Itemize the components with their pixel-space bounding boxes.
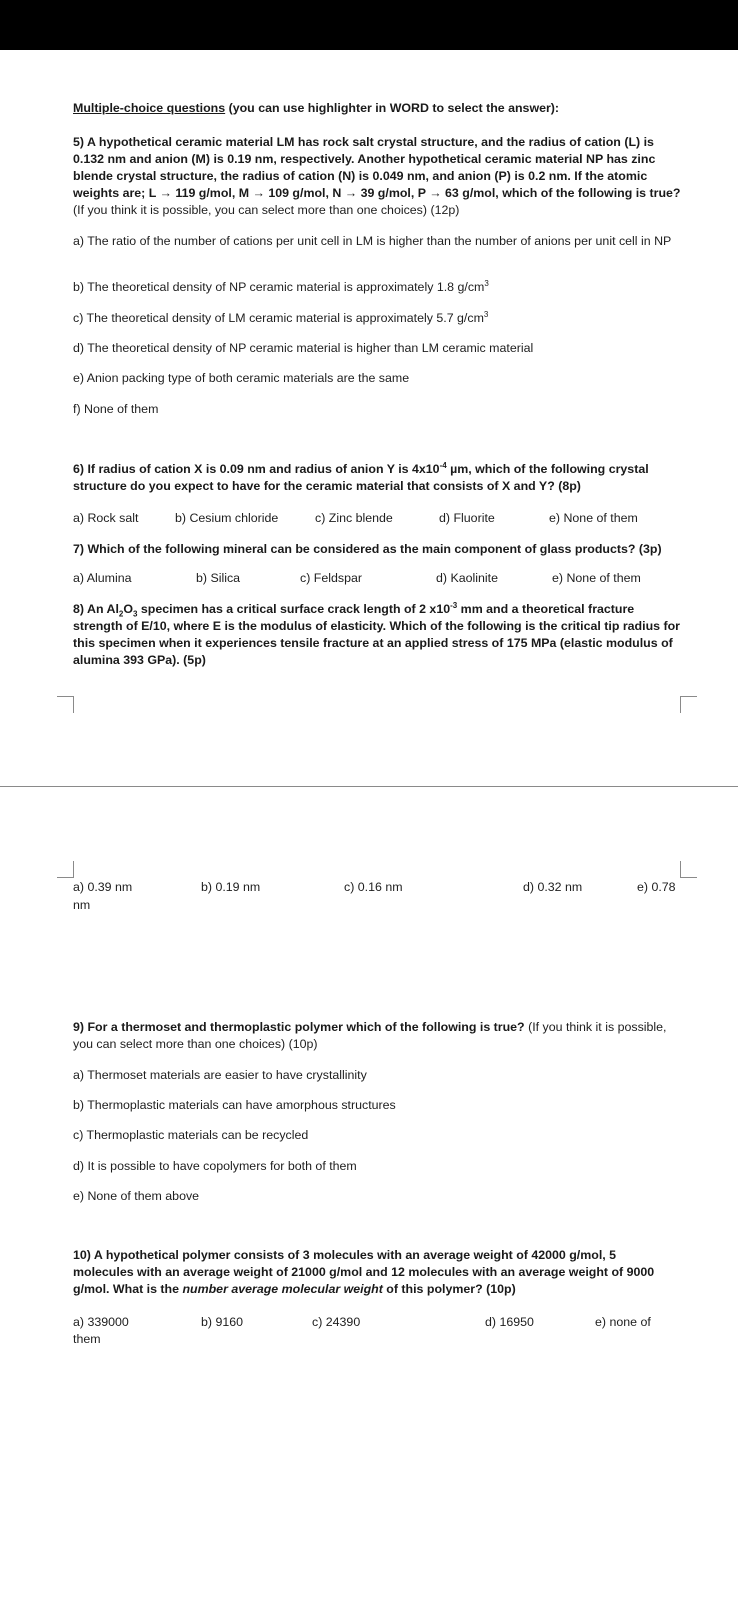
question-8-option-c[interactable]: c) 0.16 nm (344, 880, 403, 894)
question-10-text-2: of this polymer? (10p) (382, 1282, 516, 1296)
superscript: -3 (450, 600, 458, 610)
question-5-note: (If you think it is possible, you can select more than one choices) (12p) (73, 203, 460, 217)
question-8-option-a[interactable]: a) 0.39 nm (73, 880, 133, 894)
superscript: -4 (439, 460, 447, 470)
question-10-option-a[interactable]: a) 339000 (73, 1315, 129, 1329)
question-5-option-e[interactable]: e) Anion packing type of both ceramic materials are the same (73, 371, 410, 385)
question-10-option-e-wrap: them (73, 1332, 101, 1346)
question-6-option-d[interactable]: d) Fluorite (439, 511, 495, 525)
question-6-option-c[interactable]: c) Zinc blende (315, 511, 393, 525)
question-10-option-c[interactable]: c) 24390 (312, 1315, 361, 1329)
question-5-option-c[interactable] (73, 310, 488, 327)
question-5-option-c-text: c) The theoretical density of LM ceramic material is approximately 5.7 g/cm (73, 311, 484, 325)
question-7-option-c[interactable]: c) Feldspar (300, 571, 362, 585)
question-6-option-e[interactable]: e) None of them (549, 511, 638, 525)
question-8-text-3: specimen has a critical surface crack length of 2 x10 (137, 602, 451, 616)
subscript: 3 (132, 609, 138, 619)
question-6 (73, 461, 683, 495)
superscript: 3 (484, 278, 489, 288)
question-8-text-1: 8) An Al (73, 602, 119, 616)
question-8 (73, 601, 685, 669)
question-8-text-4: mm and a theoretical fracture strength of E/10, where E is the modulus of elasticity. Which of the following is the critical tip radius for this specimen when it experiences tensile fracture at an applied stress of 175 MPa (elastic modulus of alumina 393 GPa). (5p) (73, 602, 680, 667)
section-title: Multiple-choice questions (73, 101, 226, 115)
question-9-option-b[interactable]: b) Thermoplastic materials can have amorphous structures (73, 1098, 396, 1112)
question-6-text-a: 6) If radius of cation X is 0.09 nm and radius of anion Y is 4x10 (73, 462, 440, 476)
section-header (73, 100, 683, 117)
question-7: 7) Which of the following mineral can be considered as the main component of glass products? (3p) (73, 542, 662, 556)
question-9-option-a[interactable]: a) Thermoset materials are easier to have crystallinity (73, 1068, 367, 1082)
question-9-option-c[interactable]: c) Thermoplastic materials can be recycled (73, 1128, 309, 1142)
section-title-rest: (you can use highlighter in WORD to select the answer): (225, 101, 560, 115)
question-7-option-b[interactable]: b) Silica (196, 571, 241, 585)
question-10 (73, 1247, 673, 1298)
question-5-option-b[interactable] (73, 279, 489, 296)
question-8-option-e-wrap: nm (73, 898, 91, 912)
question-8-text-2: O (123, 602, 133, 616)
question-8-option-b[interactable]: b) 0.19 nm (201, 880, 261, 894)
question-5 (73, 134, 683, 219)
question-10-text-1: 10) A hypothetical polymer consists of 3 molecules with an average weight of 42000 g/mol, 5 molecules with an average weight of 21000 g/mol and 12 molecules with an average weight of 9000 g/mol. What is the (73, 1248, 655, 1296)
question-6-text-b: µm, which of the following crystal structure do you expect to have for the ceramic material that consists of X and Y? (8p) (73, 462, 649, 493)
question-10-option-b[interactable]: b) 9160 (201, 1315, 244, 1329)
question-9-option-e[interactable]: e) None of them above (73, 1189, 200, 1203)
question-7-option-a[interactable]: a) Alumina (73, 571, 132, 585)
question-10-option-d[interactable]: d) 16950 (485, 1315, 534, 1329)
question-10-option-e[interactable]: e) none of (595, 1315, 651, 1329)
question-9-note: (If you think it is possible, you can select more than one choices) (10p) (73, 1020, 667, 1051)
question-5-option-d[interactable]: d) The theoretical density of NP ceramic material is higher than LM ceramic material (73, 341, 534, 355)
question-10-emphasis: number average molecular weight (182, 1282, 383, 1296)
crop-mark (57, 696, 74, 713)
question-9-text: 9) For a thermoset and thermoplastic polymer which of the following is true? (73, 1020, 525, 1034)
question-5-option-a[interactable]: a) The ratio of the number of cations per unit cell in LM is higher than the number of anions per unit cell in NP (73, 234, 672, 248)
question-6-option-b[interactable]: b) Cesium chloride (175, 511, 279, 525)
superscript: 3 (483, 309, 489, 319)
question-7-option-d[interactable]: d) Kaolinite (436, 571, 498, 585)
question-9 (73, 1019, 678, 1053)
subscript: 2 (118, 609, 124, 619)
crop-mark (57, 861, 74, 878)
question-8-option-d[interactable]: d) 0.32 nm (523, 880, 583, 894)
question-8-option-e[interactable]: e) 0.78 (637, 880, 676, 894)
question-9-option-d[interactable]: d) It is possible to have copolymers for both of them (73, 1159, 357, 1173)
question-5-option-f[interactable]: f) None of them (73, 402, 159, 416)
question-5-option-b-text: b) The theoretical density of NP ceramic material is approximately 1.8 g/cm (73, 280, 485, 294)
top-bar (0, 0, 738, 50)
question-7-option-e[interactable]: e) None of them (552, 571, 641, 585)
page-break-line (0, 786, 738, 787)
crop-mark (680, 861, 697, 878)
question-6-option-a[interactable]: a) Rock salt (73, 511, 139, 525)
crop-mark (680, 696, 697, 713)
question-5-text: 5) A hypothetical ceramic material LM has rock salt crystal structure, and the radius of cation (L) is 0.132 nm and anion (M) is 0.19 nm, respectively. Another hypothetical ceramic material NP has zinc blende crystal structure, the radius of cation (N) is 0.049 nm, and anion (P) is 0.2 nm. If the atomic weights are; L → 119 g/mol, M → 109 g/mol, N → 39 g/mol, P → 63 g/mol, which of the following is true? (73, 135, 681, 200)
